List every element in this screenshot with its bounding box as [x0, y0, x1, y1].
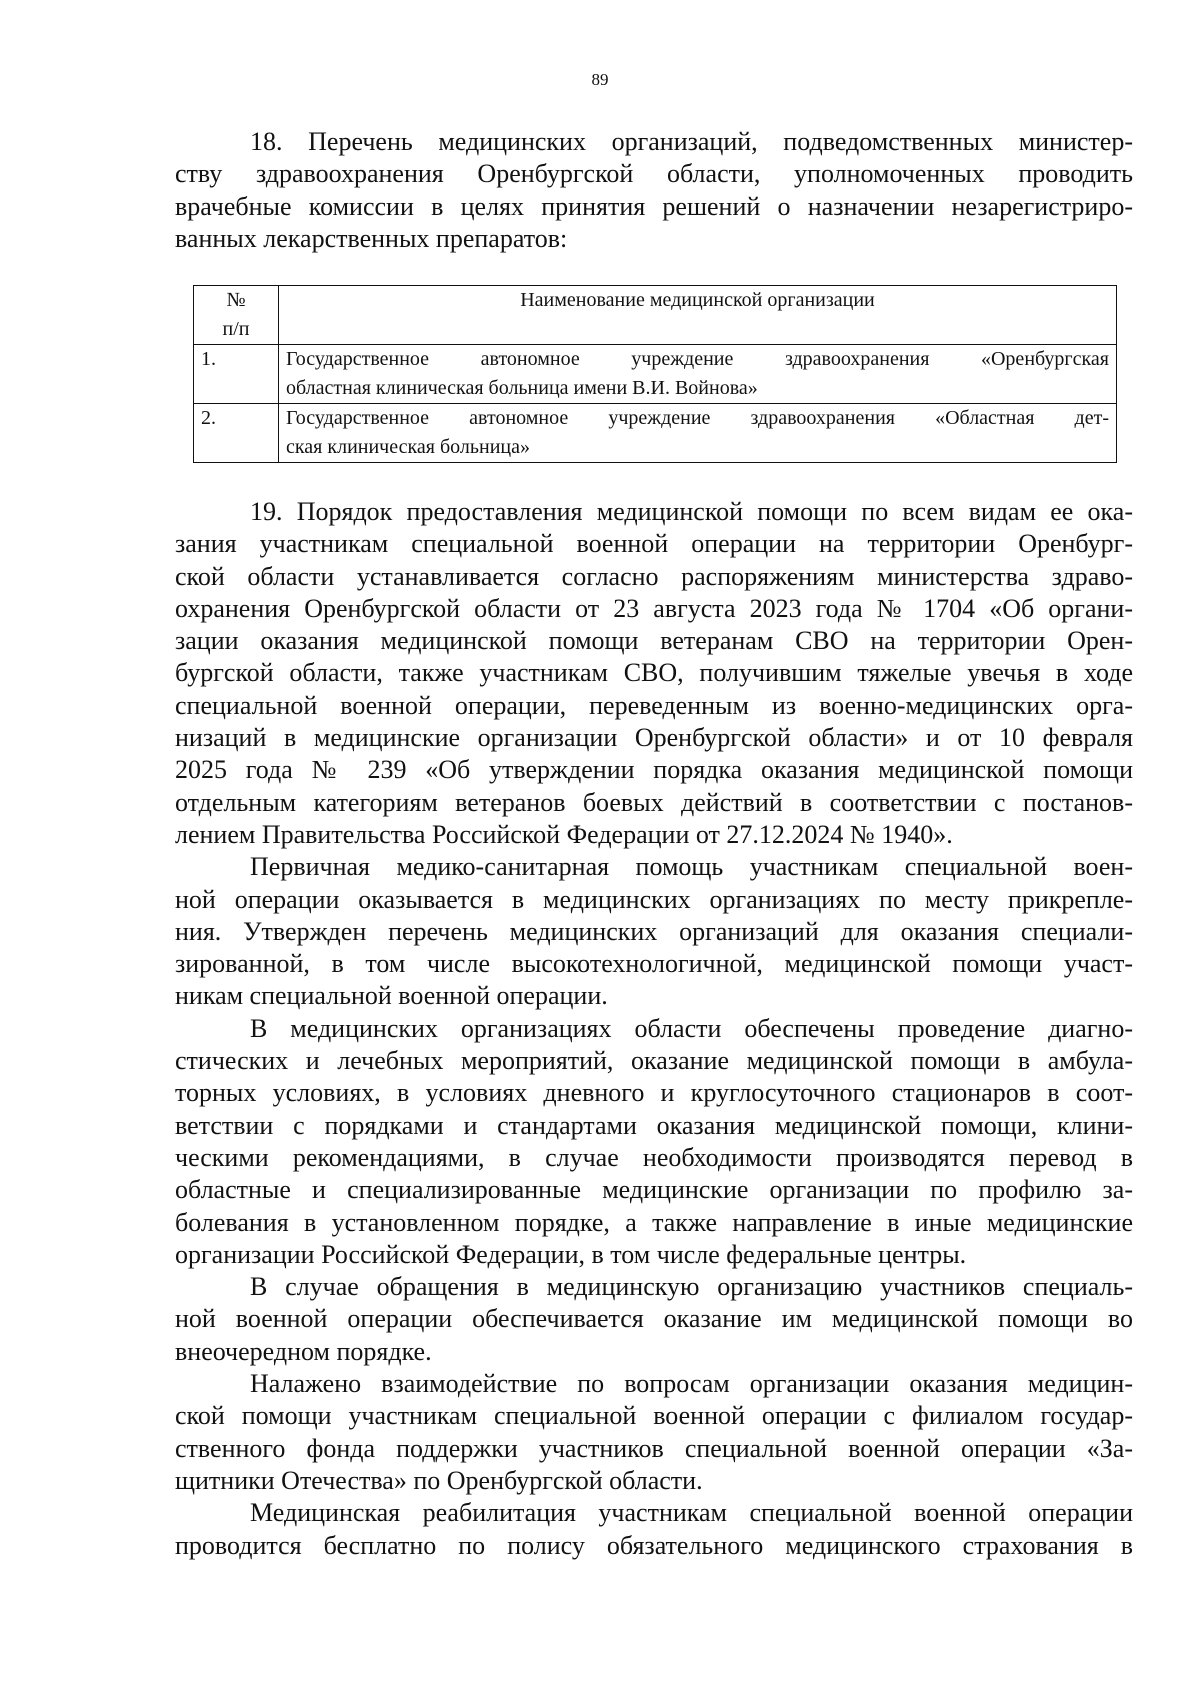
- text-line: внеочередном порядке.: [175, 1336, 432, 1366]
- text-line: организации Российской Федерации, в том числе федеральные центры.: [175, 1239, 967, 1269]
- text-line: низаций в медицинские организации Оренбургской области» и от 10 февраля: [175, 723, 1133, 753]
- text-line: бургской области, также участникам СВО, получившим тяжелые увечья в ходе: [175, 658, 1133, 688]
- row-name-line: Государственное автономное учреждение здравоохранения «Областная дет-: [286, 407, 1109, 429]
- text-line: щитники Отечества» по Оренбургской области.: [175, 1465, 703, 1495]
- text-line: В медицинских организациях области обеспечены проведение диагно-: [250, 1013, 1133, 1043]
- text-line: ветствии с порядками и стандартами оказания медицинской помощи, клини-: [175, 1110, 1133, 1140]
- section-18-paragraph: [175, 126, 1133, 255]
- text-line: никам специальной военной операции.: [175, 981, 608, 1011]
- header-name-cell: Наименование медицинской организации: [279, 286, 1117, 345]
- table-row: [194, 345, 1117, 404]
- header-number-cell: [194, 286, 279, 345]
- text-line: Налажено взаимодействие по вопросам организации оказания медицин-: [250, 1369, 1133, 1399]
- text-line: ной операции оказывается в медицинских организациях по месту прикрепле-: [175, 884, 1133, 914]
- text-line: 2025 года № 239 «Об утверждении порядка оказания медицинской помощи: [175, 755, 1133, 785]
- row-name-line: Государственное автономное учреждение здравоохранения «Оренбургская: [286, 348, 1109, 370]
- text-line: В случае обращения в медицинскую организацию участников специаль-: [250, 1272, 1133, 1302]
- text-line: 18. Перечень медицинских организаций, подведомственных министер-: [250, 127, 1133, 156]
- text-line: болевания в установленном порядке, а также направление в иные медицинские: [175, 1207, 1133, 1237]
- text-line: ской области устанавливается согласно распоряжениям министерства здраво-: [175, 561, 1133, 591]
- text-line: лением Правительства Российской Федерации от 27.12.2024 № 1940».: [175, 819, 953, 849]
- row-name-line: ская клиническая больница»: [286, 436, 530, 458]
- text-line: зания участникам специальной военной операции на территории Оренбург-: [175, 529, 1133, 559]
- page-number: 89: [591, 70, 609, 89]
- header-number-label: п/п: [222, 318, 250, 340]
- section-19-paragraphs: [175, 496, 1133, 1562]
- row-name-line: областная клиническая больница имени В.И. Войнова»: [286, 377, 758, 399]
- text-line: ской помощи участникам специальной военной операции с филиалом государ-: [175, 1401, 1133, 1431]
- text-line: Первичная медико-санитарная помощь участникам специальной воен-: [250, 852, 1133, 882]
- text-line: врачебные комиссии в целях принятия решений о назначении незарегистриро-: [175, 191, 1133, 221]
- text-line: Медицинская реабилитация участникам специальной военной операции: [250, 1498, 1133, 1528]
- row-name-cell: [279, 345, 1117, 404]
- text-line: стических и лечебных мероприятий, оказание медицинской помощи в амбула-: [175, 1046, 1133, 1076]
- table-row: [194, 404, 1117, 463]
- medical-organizations-table: [193, 285, 1117, 463]
- table-header-row: [194, 286, 1117, 345]
- text-line: 19. Порядок предоставления медицинской помощи по всем видам ее ока-: [250, 497, 1133, 526]
- text-line: проводится бесплатно по полису обязательного медицинского страхования в: [175, 1530, 1133, 1560]
- text-line: специальной военной операции, переведенным из военно-медицинских орга-: [175, 690, 1133, 720]
- text-line: ству здравоохранения Оренбургской области, уполномоченных проводить: [175, 159, 1133, 189]
- text-line: ной военной операции обеспечивается оказание им медицинской помощи во: [175, 1304, 1133, 1334]
- text-line: ния. Утвержден перечень медицинских организаций для оказания специали-: [175, 916, 1133, 946]
- header-number-symbol: №: [226, 289, 246, 311]
- text-line: ственного фонда поддержки участников специальной военной операции «За-: [175, 1433, 1133, 1463]
- text-line: зированной, в том числе высокотехнологичной, медицинской помощи участ-: [175, 949, 1133, 979]
- row-name-cell: [279, 404, 1117, 463]
- text-line: отдельным категориям ветеранов боевых действий в соответствии с постанов-: [175, 787, 1133, 817]
- text-line: зации оказания медицинской помощи ветеранам СВО на территории Орен-: [175, 626, 1133, 656]
- text-line: областные и специализированные медицинские организации по профилю за-: [175, 1175, 1133, 1205]
- text-line: охранения Оренбургской области от 23 августа 2023 года № 1704 «Об органи-: [175, 593, 1133, 623]
- text-line: ческими рекомендациями, в случае необходимости производятся перевод в: [175, 1142, 1133, 1172]
- text-line: торных условиях, в условиях дневного и круглосуточного стационаров в соот-: [175, 1078, 1133, 1108]
- row-number-cell: 2.: [194, 404, 279, 463]
- row-number-cell: 1.: [194, 345, 279, 404]
- text-line: ванных лекарственных препаратов:: [175, 223, 568, 253]
